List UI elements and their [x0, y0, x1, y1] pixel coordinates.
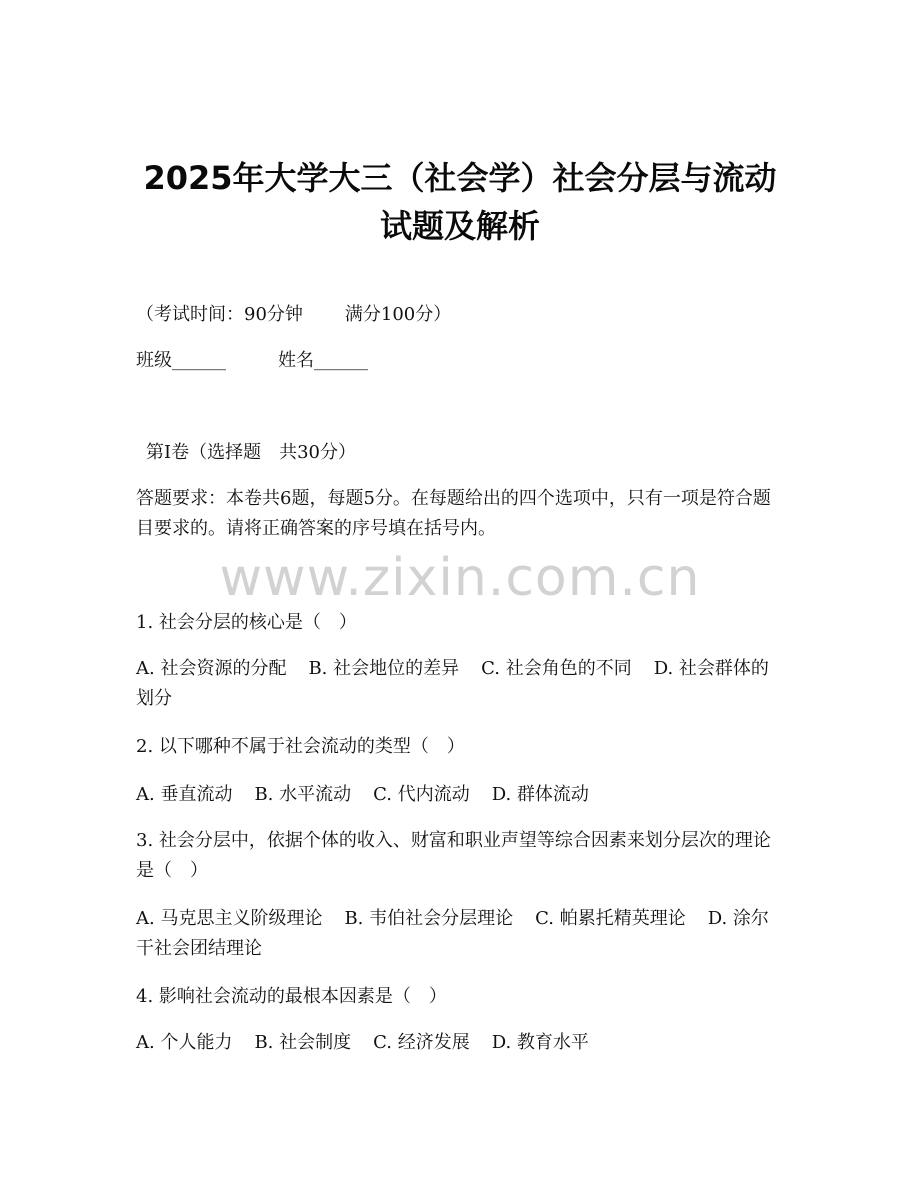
option-b: B. 水平流动: [254, 784, 352, 805]
exam-info: [136, 300, 796, 330]
student-info: [136, 346, 796, 376]
question-stem: 4. 影响社会流动的最根本因素是（ ）: [136, 986, 447, 1007]
document-title-line2: 试题及解析: [379, 207, 540, 245]
question-stem: 2. 以下哪种不属于社会流动的类型（ ）: [136, 736, 465, 757]
option-c: C. 经济发展: [373, 1032, 470, 1053]
option-a: A. 马克思主义阶级理论: [136, 908, 323, 929]
option-d: D. 教育水平: [491, 1032, 589, 1053]
option-a: A. 垂直流动: [136, 784, 233, 805]
document-title-line1: 2025年大学大三（社会学）社会分层与流动: [143, 159, 777, 197]
section-title: 第Ⅰ卷（选择题 共30分）: [146, 442, 357, 463]
question-stem: 1. 社会分层的核心是（ ）: [136, 612, 357, 633]
option-a: A. 个人能力: [136, 1032, 233, 1053]
option-d: D. 涂尔干社会团结理论: [136, 908, 769, 959]
question-options: [136, 654, 786, 714]
option-b: B. 社会制度: [254, 1032, 352, 1053]
option-d: D. 群体流动: [491, 784, 589, 805]
option-b: B. 社会地位的差异: [308, 658, 460, 679]
option-a: A. 社会资源的分配: [136, 658, 287, 679]
option-b: B. 韦伯社会分层理论: [344, 908, 514, 929]
question-options: [136, 1028, 786, 1058]
option-c: C. 代内流动: [373, 784, 470, 805]
exam-score: 满分100分）: [344, 304, 452, 325]
question-options: [136, 780, 786, 810]
section-instructions: 答题要求：本卷共6题，每题5分。在每题给出的四个选项中，只有一项是符合题目要求的。请将正确答案的序号填在括号内。: [136, 488, 771, 539]
exam-time: （考试时间：90分钟: [136, 304, 303, 325]
option-d: D. 社会群体的划分: [136, 658, 769, 709]
question-options: [136, 904, 786, 964]
question-stem: 3. 社会分层中，依据个体的收入、财富和职业声望等综合因素来划分层次的理论是（ ）: [136, 830, 771, 881]
watermark: www.zixin.com.cn: [219, 548, 701, 608]
name-field-label: 姓名______: [278, 350, 368, 371]
option-c: C. 帕累托精英理论: [535, 908, 686, 929]
option-c: C. 社会角色的不同: [481, 658, 632, 679]
class-field-label: 班级______: [136, 350, 226, 371]
